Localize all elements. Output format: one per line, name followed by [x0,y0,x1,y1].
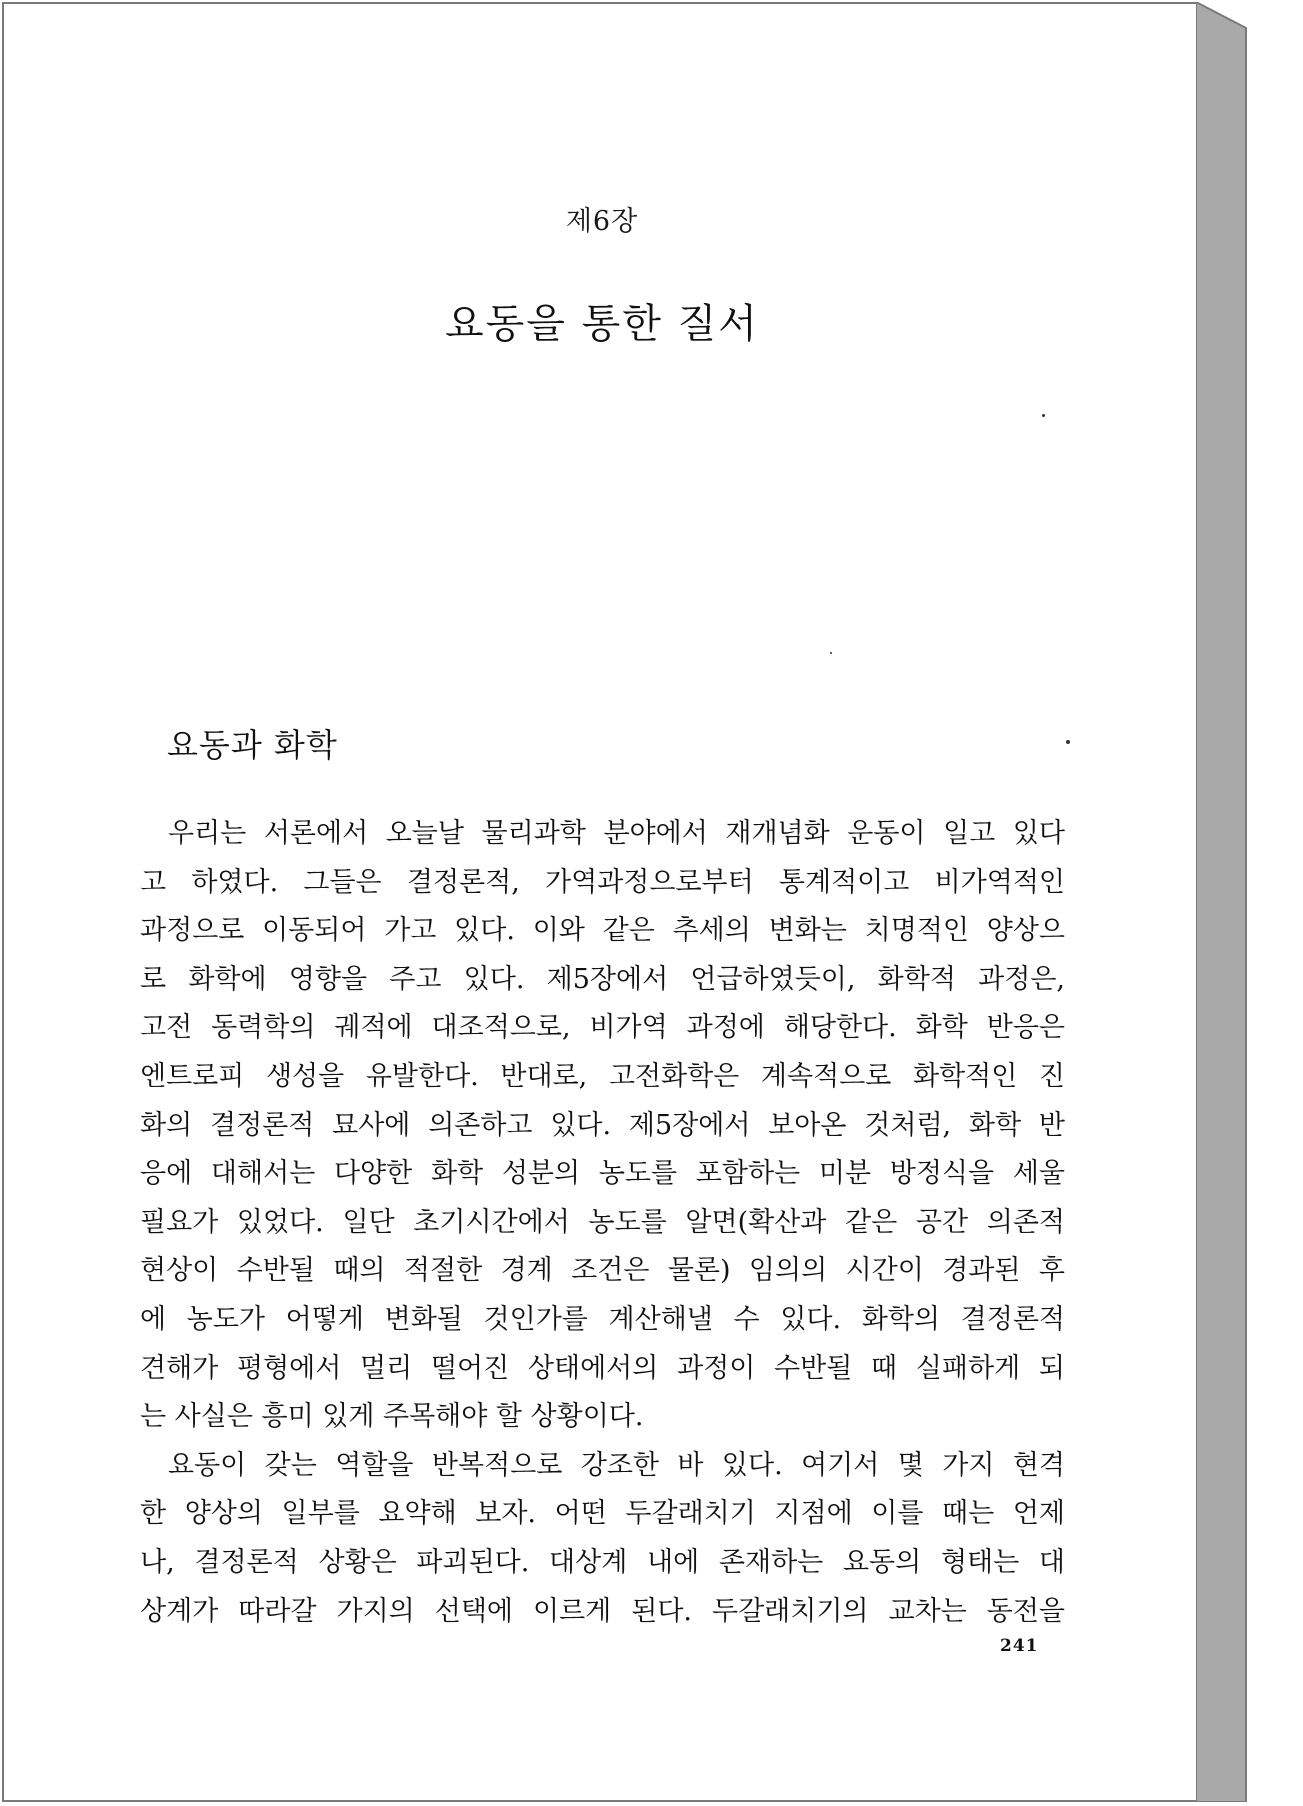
text-line: 에 농도가 어떻게 변화될 것인가를 계산해낼 수 있다. 화학의 결정론적 [140,1303,1065,1335]
scan-speck [830,652,832,654]
text-line: 요동이 갖는 역할을 반복적으로 강조한 바 있다. 여기서 몇 가지 현격 [168,1449,1065,1481]
text-line: 나, 결정론적 상황은 파괴된다. 대상계 내에 존재하는 요동의 형태는 대 [140,1546,1065,1578]
text-line: 과정으로 이동되어 가고 있다. 이와 같은 추세의 변화는 치명적인 양상으 [140,915,1065,947]
text-line: 우리는 서론에서 오늘날 물리과학 분야에서 재개념화 운동이 일고 있다 [168,818,1065,849]
scan-speck [1066,740,1070,744]
text-line: 고 하였다. 그들은 결정론적, 가역과정으로부터 통계적이고 비가역적인 [140,866,1065,898]
text-line: 엔트로피 생성을 유발한다. 반대로, 고전화학은 계속적으로 화학적인 진 [140,1060,1065,1092]
text-line: 견해가 평형에서 멀리 떨어진 상태에서의 과정이 수반될 때 실패하게 되 [140,1352,1065,1384]
text-line: 상계가 따라갈 가지의 선택에 이르게 된다. 두갈래치기의 교차는 동전을 [140,1595,1065,1627]
text-line: 는 사실은 흥미 있게 주목해야 할 상황이다. [140,1401,644,1433]
text-line: 한 양상의 일부를 요약해 보자. 어떤 두갈래치기 지점에 이를 때는 언제 [140,1498,1065,1530]
chapter-label: 제6장 [565,206,639,237]
scan-speck [1042,414,1045,417]
text-line: 로 화학에 영향을 주고 있다. 제5장에서 언급하였듯이, 화학적 과정은, [140,963,1065,995]
text-line: 필요가 있었다. 일단 초기시간에서 농도를 알면(확산과 같은 공간 의존적 [140,1206,1065,1238]
text-line: 응에 대해서는 다양한 화학 성분의 농도를 포함하는 미분 방정식을 세울 [140,1158,1065,1190]
book-page-stack-edge [1196,2,1296,1802]
book-page [2,2,1198,1802]
section-title: 요동과 화학 [167,726,338,764]
body-text [140,810,1065,1636]
text-line: 화의 결정론적 묘사에 의존하고 있다. 제5장에서 보아온 것처럼, 화학 반 [140,1109,1065,1141]
text-line: 현상이 수반될 때의 적절한 경계 조건은 물론) 임의의 시간이 경과된 후 [140,1255,1065,1287]
chapter-title: 요동을 통한 질서 [445,301,759,347]
page-number: 241 [1000,1636,1039,1656]
text-line: 고전 동력학의 궤적에 대조적으로, 비가역 과정에 해당한다. 화학 반응은 [140,1012,1065,1044]
